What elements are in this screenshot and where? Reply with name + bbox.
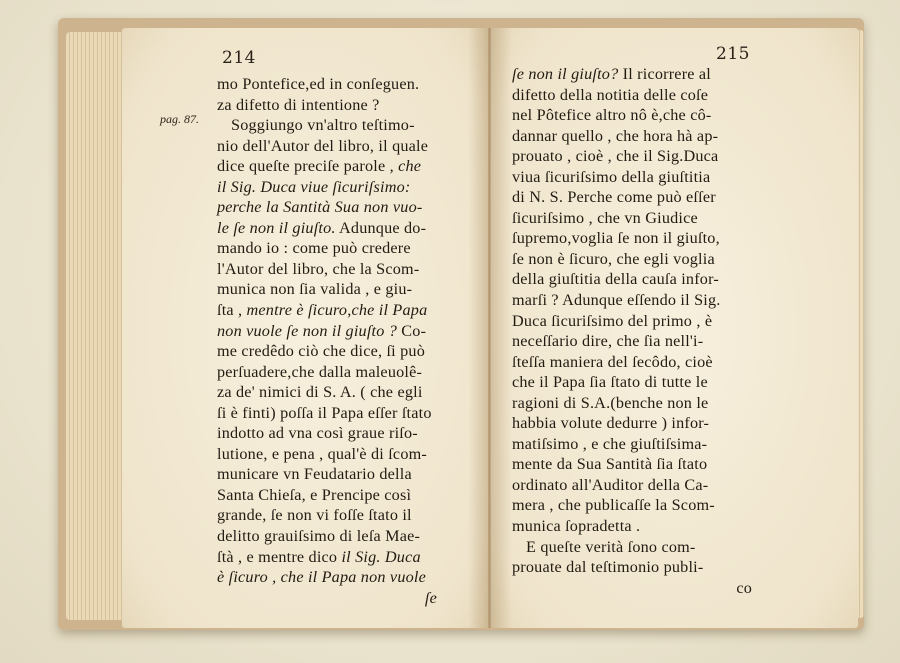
text-run: perche la Santità Sua non vuo-: [217, 198, 423, 217]
text-line: [512, 475, 782, 496]
text-run: ſicuriſsimo , che vn Giudice: [512, 208, 698, 227]
text-run: za de' nimici di S. A. ( che egli: [217, 383, 423, 402]
text-line: [512, 64, 782, 85]
text-line: [217, 547, 467, 568]
text-run: le ſe non il giuſto.: [217, 218, 336, 237]
text-line: [217, 74, 467, 95]
text-run: Santa Chieſa, e Prencipe così: [217, 485, 412, 504]
text-line: [512, 434, 782, 455]
text-run: za difetto di intentione ?: [217, 95, 380, 114]
text-line: [217, 115, 467, 136]
text-run: che il Papa ſia ſtato di tutte le: [512, 373, 708, 392]
text-line: [512, 537, 782, 558]
text-run: prouato , cioè , che il Sig.Duca: [512, 147, 719, 166]
text-run: mo Pontefice,ed in conſeguen.: [217, 75, 420, 93]
text-run: ſtà , e mentre dico: [217, 547, 342, 566]
text-run: il Sig. Duca: [341, 547, 421, 566]
text-run: Adunque do-: [335, 218, 427, 237]
text-line: [217, 485, 467, 506]
text-run: ſe non il giuſto?: [512, 65, 619, 83]
text-line: [217, 177, 467, 198]
text-run: habbia volute dedurre ) infor-: [512, 414, 710, 433]
text-run: il Sig. Duca viue ſicuriſsimo:: [217, 177, 411, 196]
text-run: delitto grauiſsimo di leſa Mae-: [217, 527, 421, 546]
text-line: [512, 105, 782, 126]
book-gutter: [468, 28, 512, 628]
text-run: ſteſſa maniera del ſecôdo, cioè: [512, 352, 713, 371]
text-line: [217, 526, 467, 547]
text-run: Soggiungo vn'altro teſtimo-: [231, 116, 415, 135]
text-line: [512, 187, 782, 208]
text-run: neceſſario dire, che ſia nell'i-: [512, 332, 704, 351]
text-run: ordinato all'Auditor della Ca-: [512, 475, 709, 494]
page-number-left: 214: [222, 48, 256, 68]
text-line: [512, 167, 782, 188]
text-run: Co-: [397, 321, 427, 340]
text-run: è ſicuro , che il Papa non vuole: [217, 568, 426, 587]
text-line: [217, 341, 467, 362]
text-run: non vuole ſe non il giuſto ?: [217, 321, 398, 340]
text-run: mente da Sua Santità ſia ſtato: [512, 455, 708, 474]
text-run: della giuſtitia della cauſa infor-: [512, 270, 719, 289]
text-run: ſe non è ſicuro, che egli voglia: [512, 249, 715, 268]
text-run: mando io : come può credere: [217, 239, 411, 258]
text-line: [512, 249, 782, 270]
text-run: marſi ? Adunque eſſendo il Sig.: [512, 291, 721, 310]
text-line: [512, 269, 782, 290]
text-run: viua ſicuriſsimo della giuſtitia: [512, 167, 711, 186]
left-page-text: [217, 74, 467, 608]
text-line: [512, 208, 782, 229]
text-run: munica non ſia valida , e giu-: [217, 280, 413, 299]
text-line: [217, 464, 467, 485]
text-run: di N. S. Perche come può eſſer: [512, 188, 716, 207]
right-page-text: [512, 64, 782, 598]
text-line: [217, 321, 467, 342]
text-run: munica ſopradetta .: [512, 517, 641, 536]
text-line: [512, 578, 782, 599]
text-run: prouate dal teſtimonio publi-: [512, 558, 704, 577]
text-line: [512, 516, 782, 537]
text-run: l'Autor del libro, che la Scom-: [217, 259, 420, 278]
text-line: [512, 146, 782, 167]
text-run: co: [736, 578, 752, 597]
margin-note: pag. 87.: [160, 112, 199, 126]
text-run: municare vn Feudatario della: [217, 465, 412, 484]
text-line: [512, 311, 782, 332]
text-run: ſe: [424, 588, 437, 607]
text-run: grande, ſe non vi foſſe ſtato il: [217, 506, 412, 525]
text-line: [217, 218, 467, 239]
text-run: me credêdo ciò che dice, ſi può: [217, 342, 426, 361]
text-line: [217, 362, 467, 383]
text-line: [217, 259, 467, 280]
text-run: ragioni di S.A.(benche non le: [512, 393, 709, 412]
text-line: [217, 505, 467, 526]
text-run: E queſte verità ſono com-: [526, 537, 696, 556]
text-run: dice queſte preciſe parole ,: [217, 157, 399, 176]
text-line: [217, 423, 467, 444]
text-line: [512, 393, 782, 414]
text-line: [217, 136, 467, 157]
text-line: [217, 156, 467, 177]
text-run: mentre è ſicuro,che il Papa: [246, 301, 428, 320]
text-run: Duca ſicuriſsimo del primo , è: [512, 311, 713, 330]
text-line: [512, 228, 782, 249]
text-line: [217, 567, 467, 588]
text-line: [217, 588, 467, 609]
text-run: ſta ,: [217, 301, 247, 320]
text-line: [217, 95, 467, 116]
text-line: [217, 279, 467, 300]
text-run: ſupremo,voglia ſe non il giuſto,: [512, 229, 720, 248]
text-line: [512, 372, 782, 393]
text-run: che: [398, 157, 422, 176]
text-line: [512, 495, 782, 516]
text-run: perſuadere,che dalla maleuolê-: [217, 362, 423, 381]
text-line: [217, 382, 467, 403]
text-run: ſi è finti) poſſa il Papa eſſer ſtato: [217, 403, 432, 422]
text-line: [512, 85, 782, 106]
page-number-right: 215: [716, 44, 750, 64]
text-run: matiſsimo , e che giuſtiſsima-: [512, 434, 708, 453]
text-run: nel Pôtefice altro nô è,che cô-: [512, 106, 712, 125]
text-line: [217, 300, 467, 321]
text-line: [512, 557, 782, 578]
text-line: [217, 444, 467, 465]
text-run: mera , che publicaſſe la Scom-: [512, 496, 715, 515]
text-line: [512, 352, 782, 373]
text-line: [217, 403, 467, 424]
text-run: Il ricorrere al: [618, 65, 711, 83]
text-line: [217, 197, 467, 218]
text-run: indotto ad vna così graue riſo-: [217, 424, 418, 443]
text-line: [512, 290, 782, 311]
text-line: [512, 454, 782, 475]
text-run: lutione, e pena , qual'è di ſcom-: [217, 444, 427, 463]
text-run: dannar quello , che hora hà ap-: [512, 126, 719, 145]
text-line: [512, 126, 782, 147]
text-run: nio dell'Autor del libro, il quale: [217, 136, 429, 155]
text-line: [217, 238, 467, 259]
text-run: difetto della notitia delle coſe: [512, 85, 709, 104]
text-line: [512, 331, 782, 352]
text-line: [512, 413, 782, 434]
